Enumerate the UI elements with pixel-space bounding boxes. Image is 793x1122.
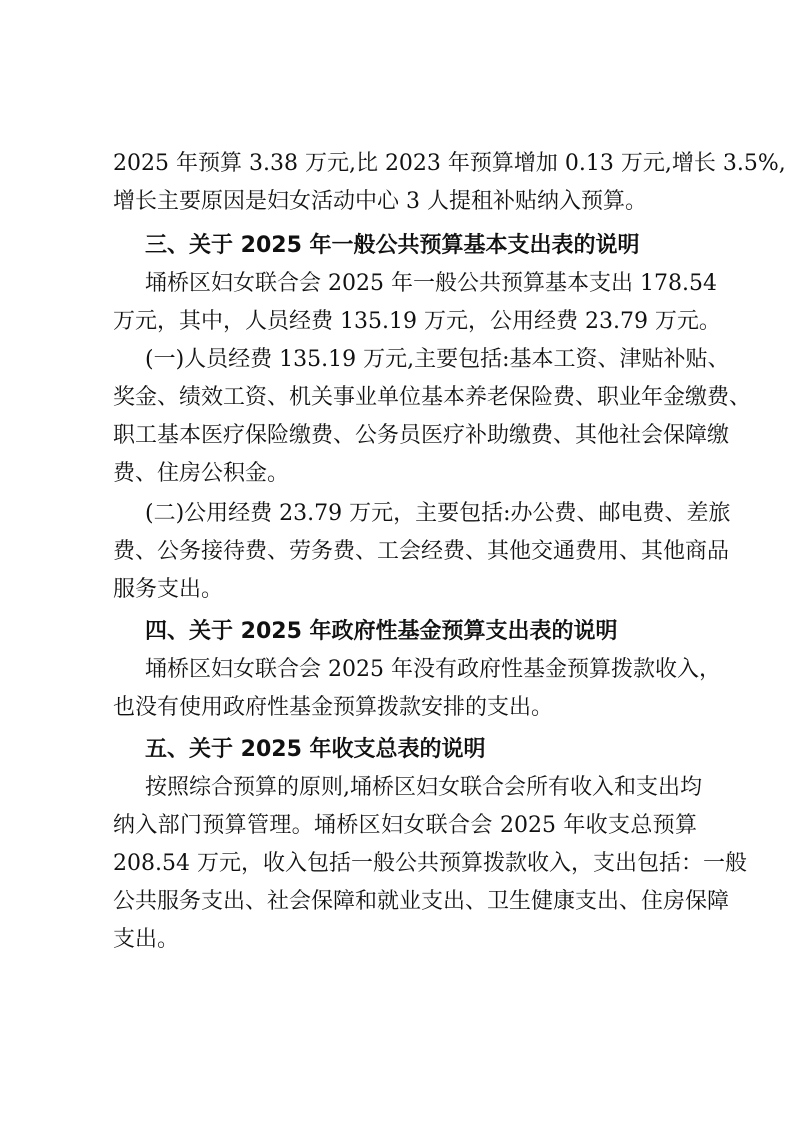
paragraph-line: 职工基本医疗保险缴费、公务员医疗补助缴费、其他社会保障缴 [113, 423, 730, 448]
paragraph-line: (一)人员经费 135.19 万元,主要包括:基本工资、津贴补贴、 [145, 347, 730, 372]
paragraph-line: 公共服务支出、社会保障和就业支出、卫生健康支出、住房保障 [113, 889, 730, 914]
paragraph-line: 纳入部门预算管理。埇桥区妇女联合会 2025 年收支总预算 [113, 813, 697, 838]
paragraph-line: 奖金、绩效工资、机关事业单位基本养老保险费、职业年金缴费、 [113, 385, 752, 410]
paragraph-line: 服务支出。 [113, 577, 224, 602]
section-heading-3: 三、关于 2025 年一般公共预算基本支出表的说明 [145, 233, 640, 258]
paragraph-line: 也没有使用政府性基金预算拨款安排的支出。 [113, 695, 554, 720]
paragraph-line: (二)公用经费 23.79 万元，主要包括:办公费、邮电费、差旅 [145, 501, 731, 526]
paragraph-line: 按照综合预算的原则,埇桥区妇女联合会所有收入和支出均 [145, 775, 702, 800]
paragraph-line: 支出。 [113, 927, 180, 952]
paragraph-line: 费、公务接待费、劳务费、工会经费、其他交通费用、其他商品 [113, 539, 730, 564]
paragraph-line: 埇桥区妇女联合会 2025 年一般公共预算基本支出 178.54 [145, 271, 717, 296]
paragraph-line: 增长主要原因是妇女活动中心 3 人提租补贴纳入预算。 [113, 189, 647, 214]
paragraph-line: 埇桥区妇女联合会 2025 年没有政府性基金预算拨款收入， [145, 657, 721, 682]
section-heading-5: 五、关于 2025 年收支总表的说明 [145, 737, 486, 762]
paragraph-line: 费、住房公积金。 [113, 461, 290, 486]
section-heading-4: 四、关于 2025 年政府性基金预算支出表的说明 [145, 619, 618, 644]
paragraph-line: 2025 年预算 3.38 万元,比 2023 年预算增加 0.13 万元,增长 3.5%, [113, 151, 786, 176]
paragraph-line: 万元，其中，人员经费 135.19 万元，公用经费 23.79 万元。 [113, 309, 721, 334]
paragraph-line: 208.54 万元，收入包括一般公共预算拨款收入，支出包括：一般 [113, 851, 747, 876]
